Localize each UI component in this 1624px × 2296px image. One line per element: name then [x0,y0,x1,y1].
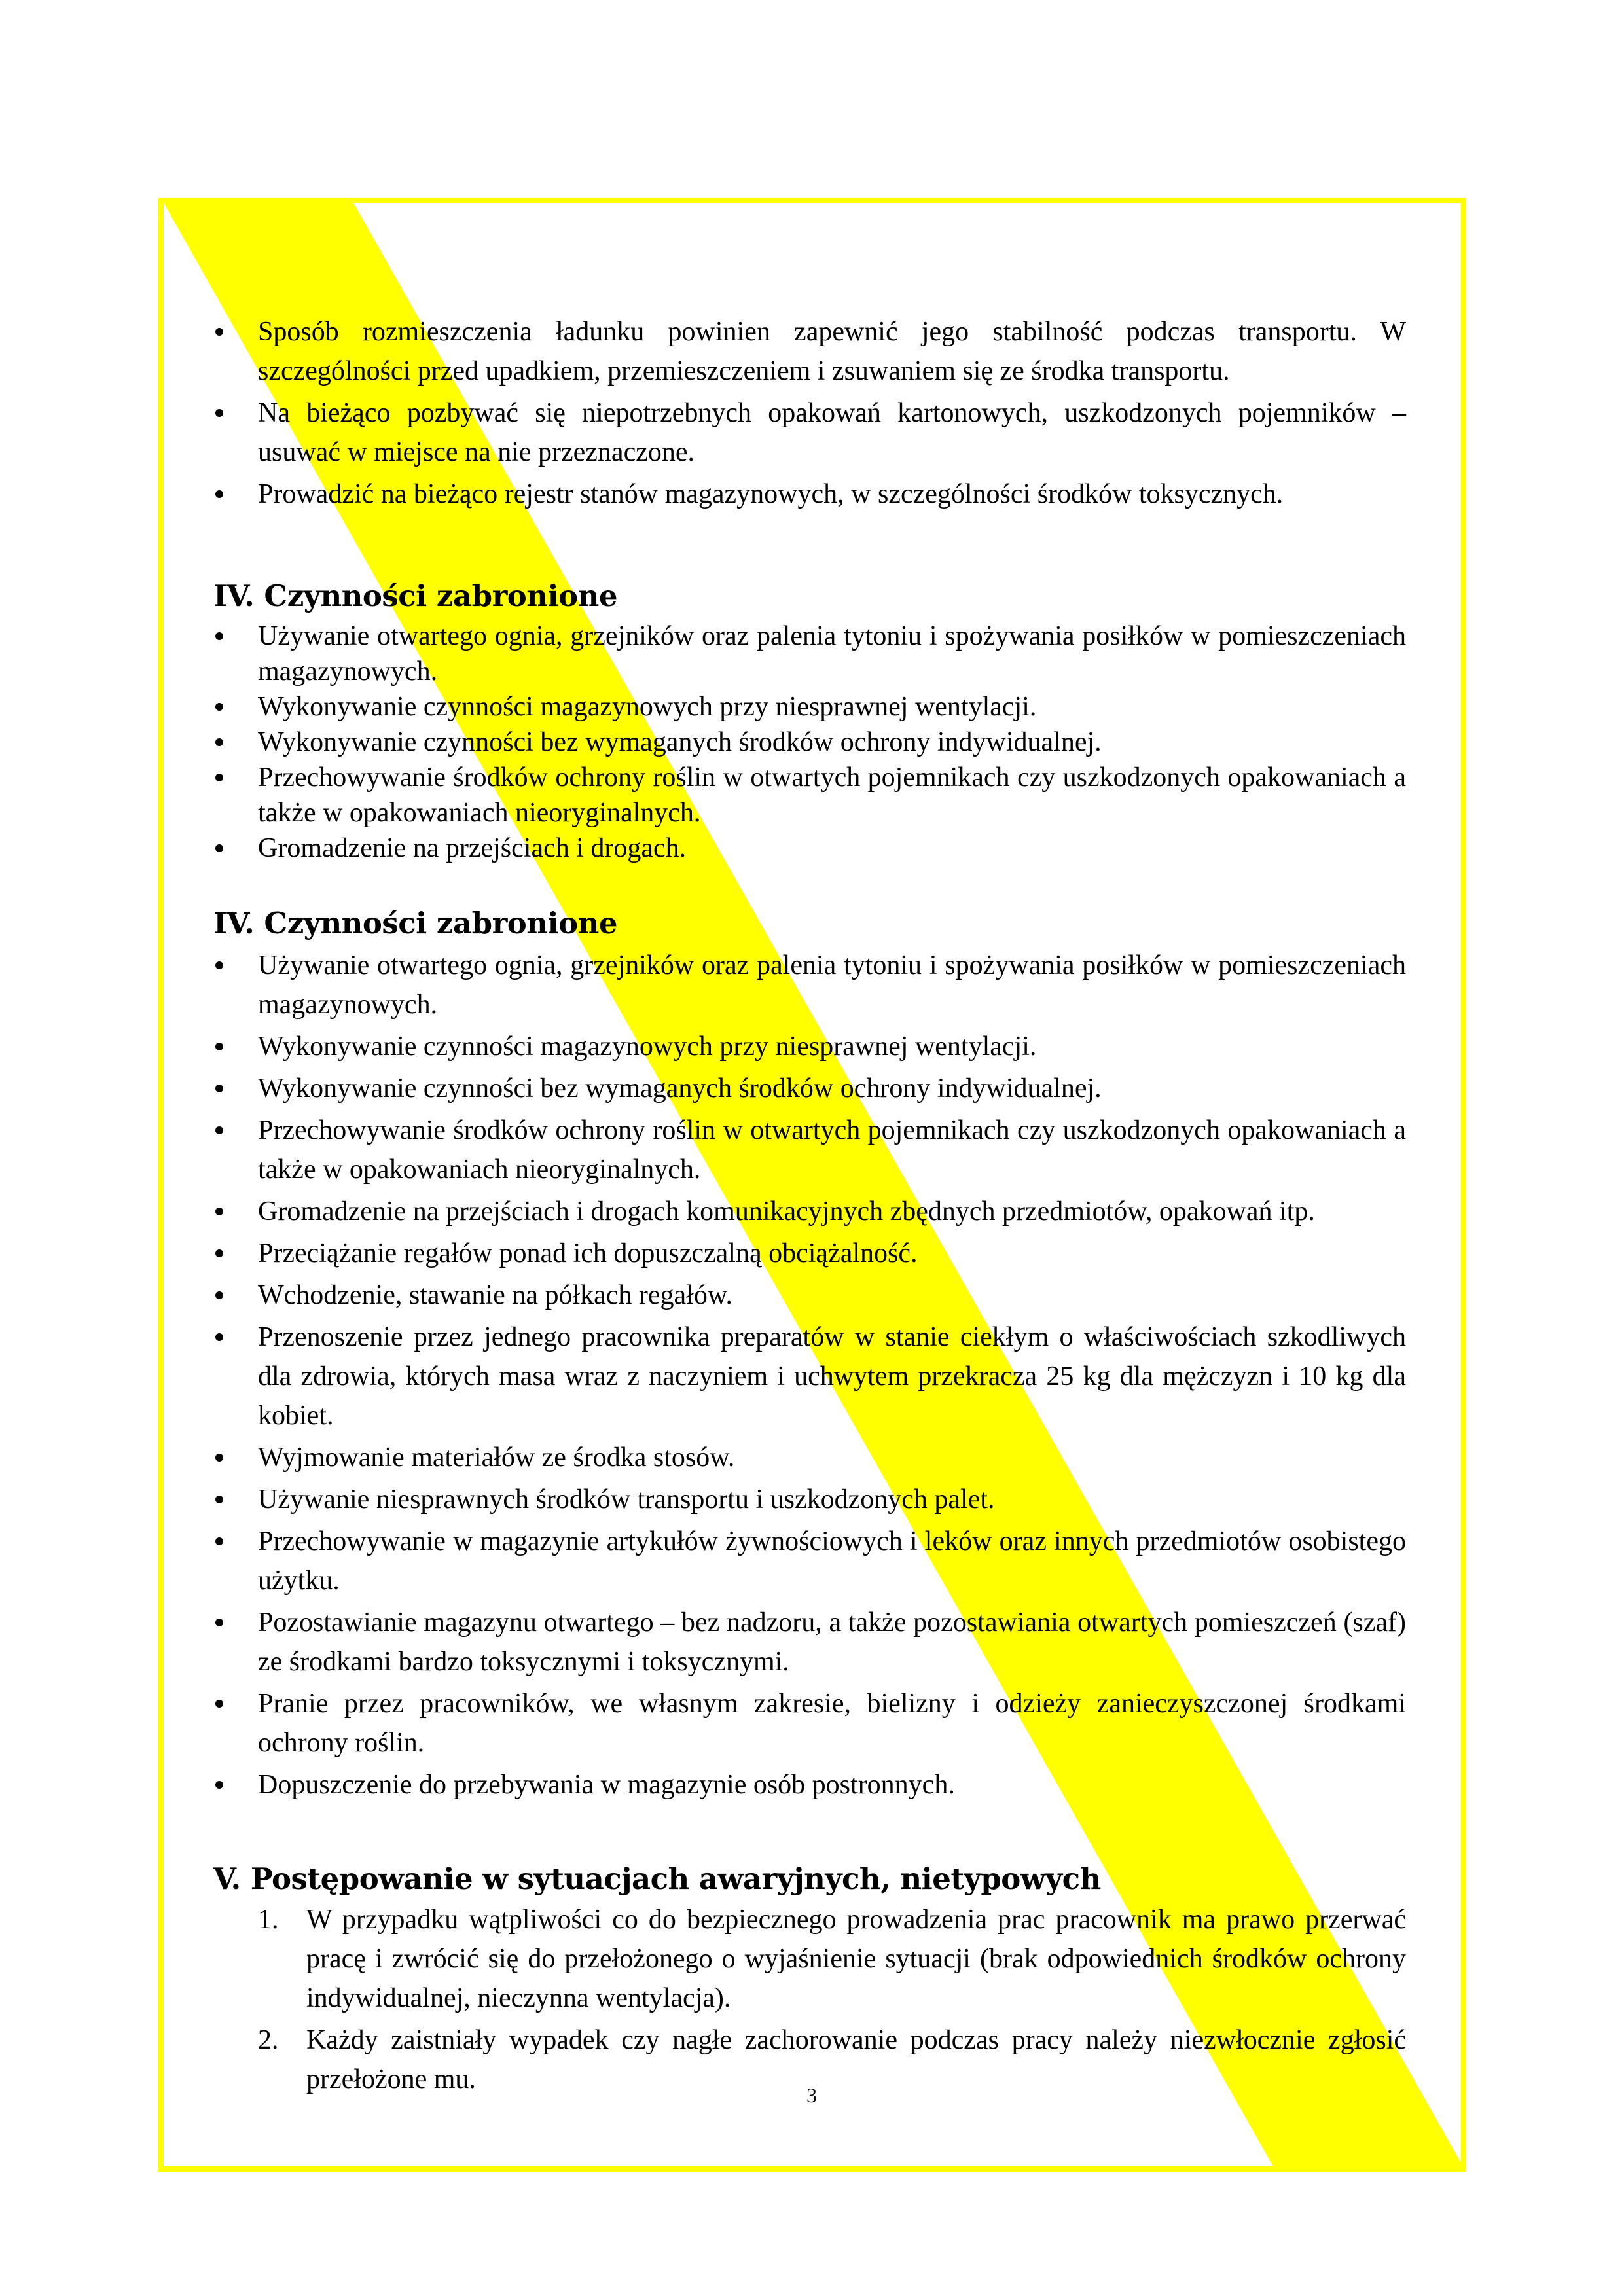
section-heading: V. Postępowanie w sytuacjach awaryjnych, nietypowych [213,1861,1101,1896]
list-item: Gromadzenie na przejściach i drogach. [213,831,1406,866]
list-item: Prowadzić na bieżąco rejestr stanów magazynowych, w szczególności środków toksycznych. [213,475,1406,514]
list-item: Wykonywanie czynności bez wymaganych środków ochrony indywidualnej. [213,1069,1406,1108]
list-item: Używanie niesprawnych środków transportu i uszkodzonych palet. [213,1480,1406,1519]
list-item: Przechowywanie w magazynie artykułów żywnościowych i leków oraz innych przedmiotów osobistego użytku. [213,1522,1406,1600]
list-item: Przechowywanie środków ochrony roślin w otwartych pojemnikach czy uszkodzonych opakowaniach a także w opakowaniach nieoryginalnych. [213,1111,1406,1189]
list-item: Sposób rozmieszczenia ładunku powinien zapewnić jego stabilność podczas transportu. W szczególności przed upadkiem, przemieszczeniem i zsuwaniem się ze środka transportu. [213,312,1406,391]
list-item: Wchodzenie, stawanie na półkach regałów. [213,1276,1406,1315]
list-item: Pranie przez pracowników, we własnym zakresie, bielizny i odzieży zanieczyszczonej środkami ochrony roślin. [213,1684,1406,1763]
item-number: 1. [258,1905,279,1935]
list-item: Wykonywanie czynności magazynowych przy niesprawnej wentylacji. [213,689,1406,725]
item-text: W przypadku wątpliwości co do bezpiecznego prowadzenia prac pracownik ma prawo przerwać pracę i zwrócić się do przełożonego o wyjaśnienie sytuacji (brak odpowiednich środków ochrony indywidualnej, nieczynna wentylacja). [306,1905,1406,2013]
section-heading: IV. Czynności zabronione [213,906,617,941]
list-item: Pozostawianie magazynu otwartego – bez nadzoru, a także pozostawiania otwartych pomieszczeń (szaf) ze środkami bardzo toksycznymi i toksycznymi. [213,1603,1406,1681]
yellow-page-frame [158,198,1466,2172]
list-item: Wykonywanie czynności magazynowych przy niesprawnej wentylacji. [213,1027,1406,1066]
list-item: Używanie otwartego ognia, grzejników oraz palenia tytoniu i spożywania posiłków w pomieszczeniach magazynowych. [213,619,1406,689]
section-heading: IV. Czynności zabronione [213,579,617,613]
list-item: Wyjmowanie materiałów ze środka stosów. [213,1438,1406,1477]
list-item: Gromadzenie na przejściach i drogach komunikacyjnych zbędnych przedmiotów, opakowań itp. [213,1192,1406,1231]
list-item: Przechowywanie środków ochrony roślin w otwartych pojemnikach czy uszkodzonych opakowaniach a także w opakowaniach nieoryginalnych. [213,760,1406,831]
list-item: Przeciążanie regałów ponad ich dopuszczalną obciążalność. [213,1234,1406,1273]
list-item: Dopuszczenie do przebywania w magazynie osób postronnych. [213,1765,1406,1804]
item-text: Każdy zaistniały wypadek czy nagłe zachorowanie podczas pracy należy niezwłocznie zgłosić przełożone mu. [306,2025,1406,2094]
list-item: Używanie otwartego ognia, grzejników oraz palenia tytoniu i spożywania posiłków w pomieszczeniach magazynowych. [213,946,1406,1024]
list-item: Przenoszenie przez jednego pracownika preparatów w stanie ciekłym o właściwościach szkodliwych dla zdrowia, których masa wraz z naczyniem i uchwytem przekracza 25 kg dla mężczyzn i 10 kg dla kobiet. [213,1318,1406,1435]
item-number: 2. [258,2025,279,2055]
list-item: Wykonywanie czynności bez wymaganych środków ochrony indywidualnej. [213,725,1406,760]
page-number: 3 [806,2083,817,2107]
list-item: Na bieżąco pozbywać się niepotrzebnych opakowań kartonowych, uszkodzonych pojemników – usuwać w miejsce na nie przeznaczone. [213,393,1406,472]
